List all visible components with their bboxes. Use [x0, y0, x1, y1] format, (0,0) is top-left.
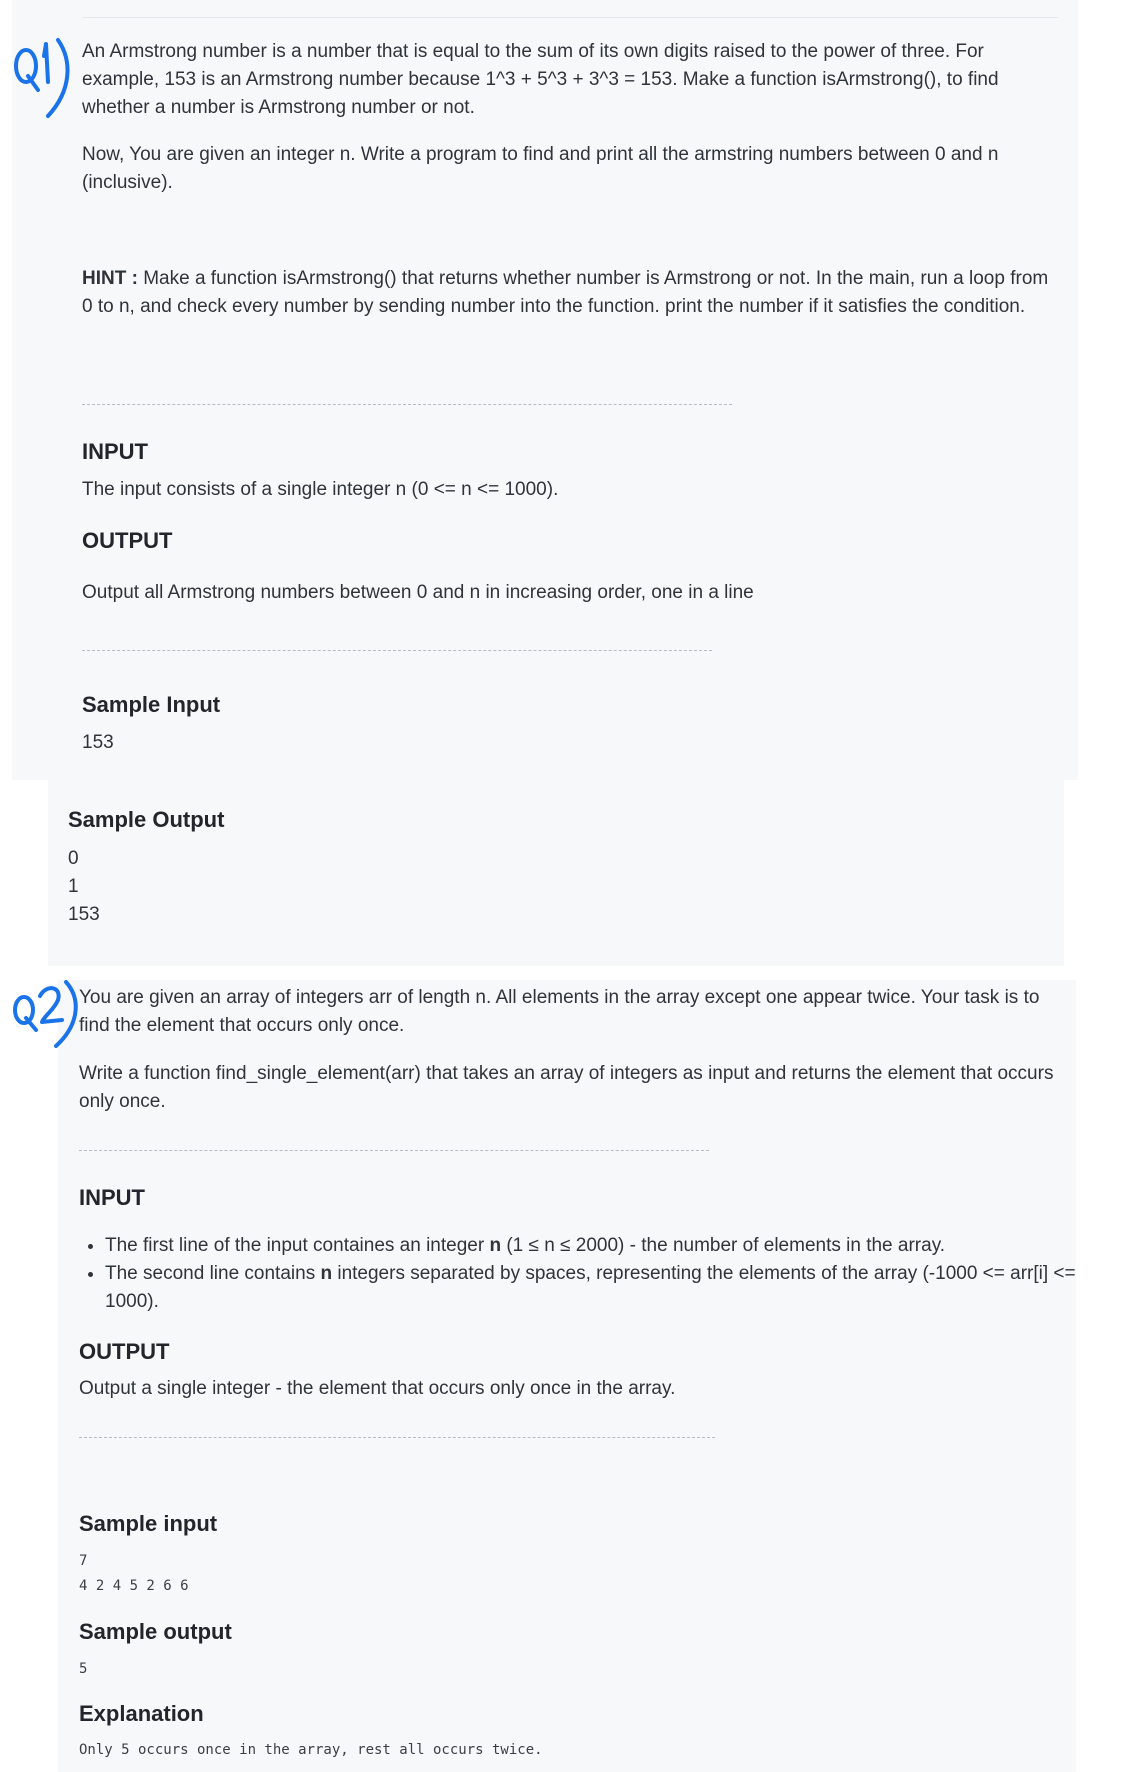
- list-item: • The first line of the input containes an integer n (1 ≤ n ≤ 2000) - the number of elements in the array.: [105, 1232, 1085, 1260]
- q2-sample-input-heading: Sample input: [79, 1511, 218, 1536]
- q2-input-list: [79, 1232, 1085, 1316]
- q2-output-heading: OUTPUT: [79, 1339, 170, 1364]
- q1-handwritten-marker: [6, 30, 76, 126]
- q2-explanation-heading: Explanation: [79, 1701, 204, 1726]
- q1-input-heading: INPUT: [82, 439, 148, 464]
- q1-divider-2: [82, 650, 712, 651]
- q1-sample-output-line: 1: [68, 876, 79, 897]
- q2-explanation-text: Only 5 occurs once in the array, rest all occurs twice.: [79, 1742, 543, 1758]
- q2-output-text: Output a single integer - the element that occurs only once in the array.: [79, 1378, 676, 1399]
- q2-input-heading: INPUT: [79, 1185, 145, 1210]
- q2-sample-output-heading: Sample output: [79, 1619, 232, 1644]
- q1-hint: [82, 265, 1064, 321]
- q1-output-text: Output all Armstrong numbers between 0 and n in increasing order, one in a line: [82, 582, 754, 603]
- q1-input-text: The input consists of a single integer n (0 <= n <= 1000).: [82, 479, 559, 500]
- q1-divider-1: [82, 404, 732, 405]
- q2-sample-input-line: 7: [79, 1553, 88, 1569]
- q1-output-heading: OUTPUT: [82, 528, 173, 553]
- top-rule: [82, 17, 1058, 18]
- q2-sample-output-value: 5: [79, 1661, 88, 1677]
- q2-task-paragraph: Write a function find_single_element(arr) that takes an array of integers as input and returns the element that occurs only once.: [79, 1063, 1054, 1112]
- list-item: • The second line contains n integers separated by spaces, representing the elements of the array (-1000 <= arr[i] <= 1000).: [105, 1260, 1085, 1316]
- q2-divider-1: [79, 1150, 709, 1151]
- q2-divider-2: [79, 1437, 715, 1438]
- q2-sample-input-line: 4 2 4 5 2 6 6: [79, 1578, 189, 1594]
- q1-sample-input-heading: Sample Input: [82, 692, 221, 717]
- q1-sample-output-heading: Sample Output: [68, 807, 225, 832]
- q2-handwritten-marker: [6, 976, 82, 1056]
- q1-sample-output-line: 0: [68, 848, 79, 869]
- q1-task-paragraph: Now, You are given an integer n. Write a program to find and print all the armstring numbers between 0 and n (inclusive).: [82, 144, 999, 193]
- q1-intro-paragraph: An Armstrong number is a number that is equal to the sum of its own digits raised to the power of three. For example, 153 is an Armstrong number because 1^3 + 5^3 + 3^3 = 153. Make a function isArmstrong(), to find whether a number is Armstrong number or not.: [82, 41, 999, 118]
- q1-hint-label: HINT :: [82, 268, 138, 289]
- q2-intro-paragraph: You are given an array of integers arr of length n. All elements in the array except one appear twice. Your task is to find the element that occurs only once.: [79, 987, 1040, 1036]
- q1-sample-output-line: 153: [68, 904, 100, 925]
- q1-hint-text: Make a function isArmstrong() that returns whether number is Armstrong or not. In the main, run a loop from 0 to n, and check every number by sending number into the function. print the number if it satisfies the condition.: [82, 268, 1049, 317]
- q1-sample-input-value: 153: [82, 732, 114, 753]
